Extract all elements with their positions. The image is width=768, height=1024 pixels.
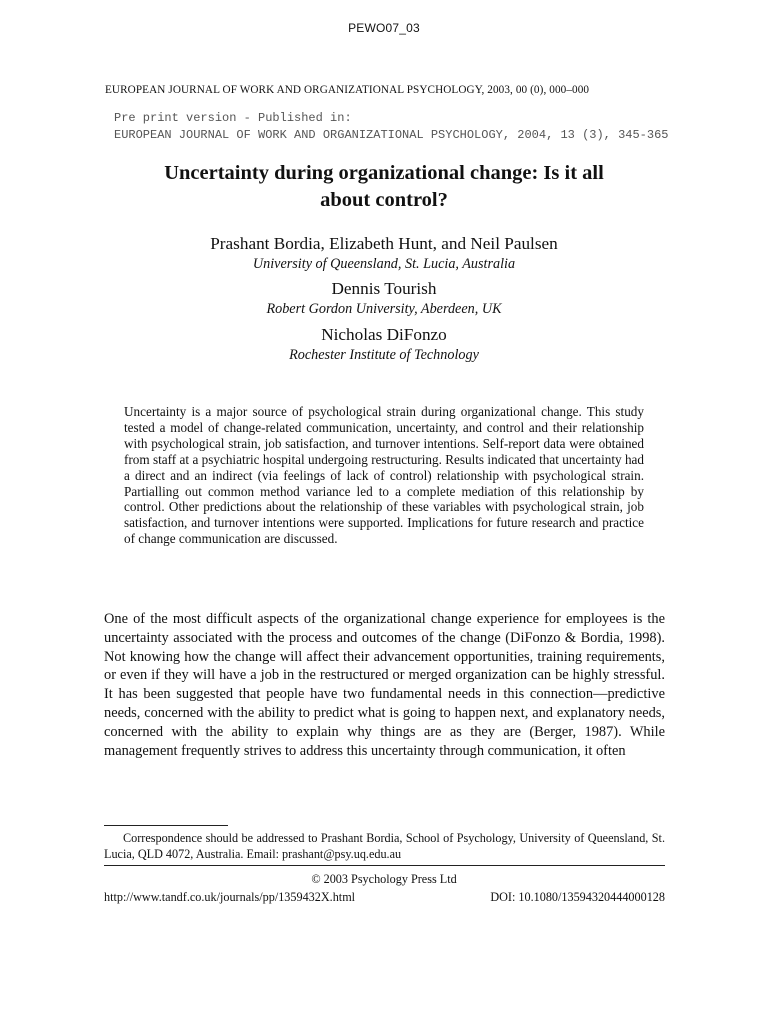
author-names: Dennis Tourish — [331, 279, 437, 298]
correspondence-footnote: Correspondence should be addressed to Prashant Bordia, School of Psychology, University of Queensland, St. Lucia, QLD 4072, Australia. Email: prashant@psy.uq.edu.au — [104, 831, 665, 861]
preprint-citation: EUROPEAN JOURNAL OF WORK AND ORGANIZATIONAL PSYCHOLOGY, 2004, 13 (3), 345-365 — [114, 128, 669, 142]
author-names: Nicholas DiFonzo — [321, 325, 447, 344]
manuscript-code: PEWO07_03 — [348, 21, 420, 35]
author-names: Prashant Bordia, Elizabeth Hunt, and Neil Paulsen — [210, 234, 558, 253]
title-line-1: Uncertainty during organizational change: Is it all — [164, 162, 604, 184]
preprint-notice: Pre print version - Published in: — [114, 111, 352, 125]
doi: DOI: 10.1080/13594320444000128 — [490, 890, 665, 904]
abstract: Uncertainty is a major source of psychological strain during organizational change. This study tested a model of change-related communication, uncertainty, and control and their relationship with psychological strain, job satisfaction, and turnover intentions. Self-report data were obtained from staff at a psychiatric hospital undergoing restructuring. Results indicated that uncertainty had a direct and an indirect (via feelings of lack of control) relationship with psychological strain. Partialling out common method variance led to a complete mediation of this relationship by control. Other predictions about the relationship of these variables with psychological strain, job satisfaction, and turnover intentions were supported. Implications for future research and practice of change communication are discussed. — [124, 404, 644, 547]
paper-title — [80, 160, 688, 214]
footer-divider — [104, 865, 665, 866]
footnote-divider — [104, 825, 228, 826]
journal-header: EUROPEAN JOURNAL OF WORK AND ORGANIZATIONAL PSYCHOLOGY, 2003, 00 (0), 000–000 — [105, 84, 590, 96]
title-line-2: about control? — [320, 189, 448, 211]
author-affiliation: University of Queensland, St. Lucia, Australia — [252, 256, 516, 272]
author-affiliation: Rochester Institute of Technology — [289, 347, 479, 363]
copyright-notice: © 2003 Psychology Press Ltd — [311, 872, 457, 886]
journal-url: http://www.tandf.co.uk/journals/pp/1359432X.html — [104, 890, 356, 904]
body-paragraph: One of the most difficult aspects of the organizational change experience for employees is the uncertainty associated with the process and outcomes of the change (DiFonzo & Bordia, 1998). Not knowing how the change will affect their advancement opportunities, training requirements, or even if they will have a job in the restructured or merged organization can be highly stressful. It has been suggested that people have two fundamental needs in this connection—predictive needs, concerned with the ability to predict what is going to happen next, and explanatory needs, concerned with the ability to explain why things are as they are (Berger, 1987). While management frequently strives to address this uncertainty through communication, it often — [104, 611, 665, 759]
author-affiliation: Robert Gordon University, Aberdeen, UK — [266, 301, 502, 317]
